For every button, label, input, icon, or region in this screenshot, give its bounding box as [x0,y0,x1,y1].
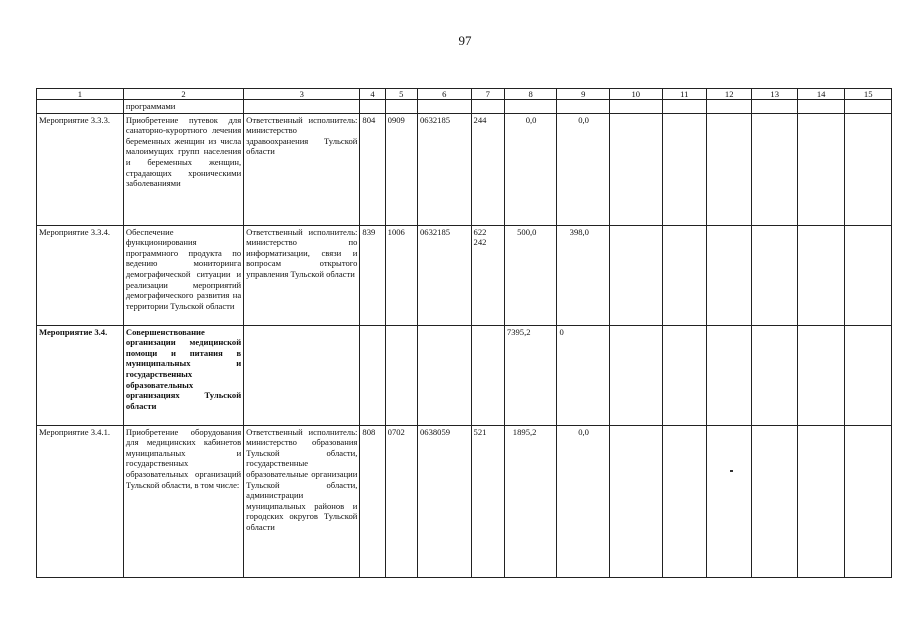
value-col9: 0,0 [557,425,610,577]
value-col8: 0,0 [504,113,557,225]
code-col6 [417,325,471,425]
code-col4: 839 [360,225,385,325]
code-col6: 0632185 [417,225,471,325]
header-cell: 1 [37,89,124,100]
measure-description: Совершенствование организации медицинской помощи и питания в муниципальных и государственных образовательных организациях Тульской области [123,325,243,425]
continuation-text: программами [123,100,243,114]
measure-executor: Ответственный исполнитель: министерство здравоохранения Тульской области [244,113,360,225]
measure-description: Приобретение путевок для санаторно-курортного лечения беременных женщин из числа малоимущих групп населения и беременных женщин, страдающих хроническими заболеваниями [123,113,243,225]
continuation-row [37,100,892,114]
header-cell: 15 [845,89,892,100]
value-col9: 398,0 [557,225,610,325]
header-cell: 9 [557,89,610,100]
measure-executor: Ответственный исполнитель: министерство по информатизации, связи и вопросам открытого управления Тульской области [244,225,360,325]
code-col4: 808 [360,425,385,577]
header-cell: 14 [797,89,845,100]
header-cell: 8 [504,89,557,100]
value-col8: 500,0 [504,225,557,325]
header-cell: 4 [360,89,385,100]
header-cell: 5 [385,89,417,100]
code-col6: 0632185 [417,113,471,225]
code-col7-value: 242 [473,237,487,248]
header-cell: 6 [417,89,471,100]
code-col7 [471,113,504,225]
table-row [37,425,892,577]
measure-description: Приобретение оборудования для медицинских кабинетов муниципальных и государственных образовательных организаций Тульской области, в том числе: [123,425,243,577]
code-col5: 0909 [385,113,417,225]
code-col5: 0702 [385,425,417,577]
header-cell: 13 [752,89,797,100]
measure-description: Обеспечение функционирования программного продукта по ведению мониторинга демографической ситуации и реализации мероприятий демографического развития на территории Тульской области [123,225,243,325]
budget-table [36,88,892,578]
scan-mark [730,470,733,472]
value-col9: 0 [557,325,610,425]
value-col9: 0,0 [557,113,610,225]
measure-executor: Ответственный исполнитель: министерство образования Тульской области, государственные образовательные организации Тульской области, администрации муниципальных районов и городских округов Тульской области [244,425,360,577]
table-row [37,325,892,425]
code-col7 [471,325,504,425]
measure-name: Мероприятие 3.4.1. [37,425,124,577]
measure-name: Мероприятие 3.4. [37,325,124,425]
header-cell: 12 [706,89,751,100]
value-col8: 7395,2 [504,325,557,425]
table-row [37,225,892,325]
header-cell: 7 [471,89,504,100]
value-col8: 1895,2 [504,425,557,577]
code-col7-value: 622 [473,226,487,237]
header-cell: 10 [609,89,662,100]
header-row [37,89,892,100]
measure-name: Мероприятие 3.3.4. [37,225,124,325]
header-cell: 11 [662,89,706,100]
code-col4 [360,325,385,425]
code-col7 [471,225,504,325]
table-row [37,113,892,225]
page-number: 97 [458,33,472,48]
measure-name: Мероприятие 3.3.3. [37,113,124,225]
code-col7-value: 521 [473,426,487,437]
code-col6: 0638059 [417,425,471,577]
header-cell: 2 [123,89,243,100]
code-col7-value: 244 [473,114,487,125]
measure-executor [244,325,360,425]
code-col4: 804 [360,113,385,225]
code-col5: 1006 [385,225,417,325]
code-col7 [471,425,504,577]
header-cell: 3 [244,89,360,100]
code-col5 [385,325,417,425]
